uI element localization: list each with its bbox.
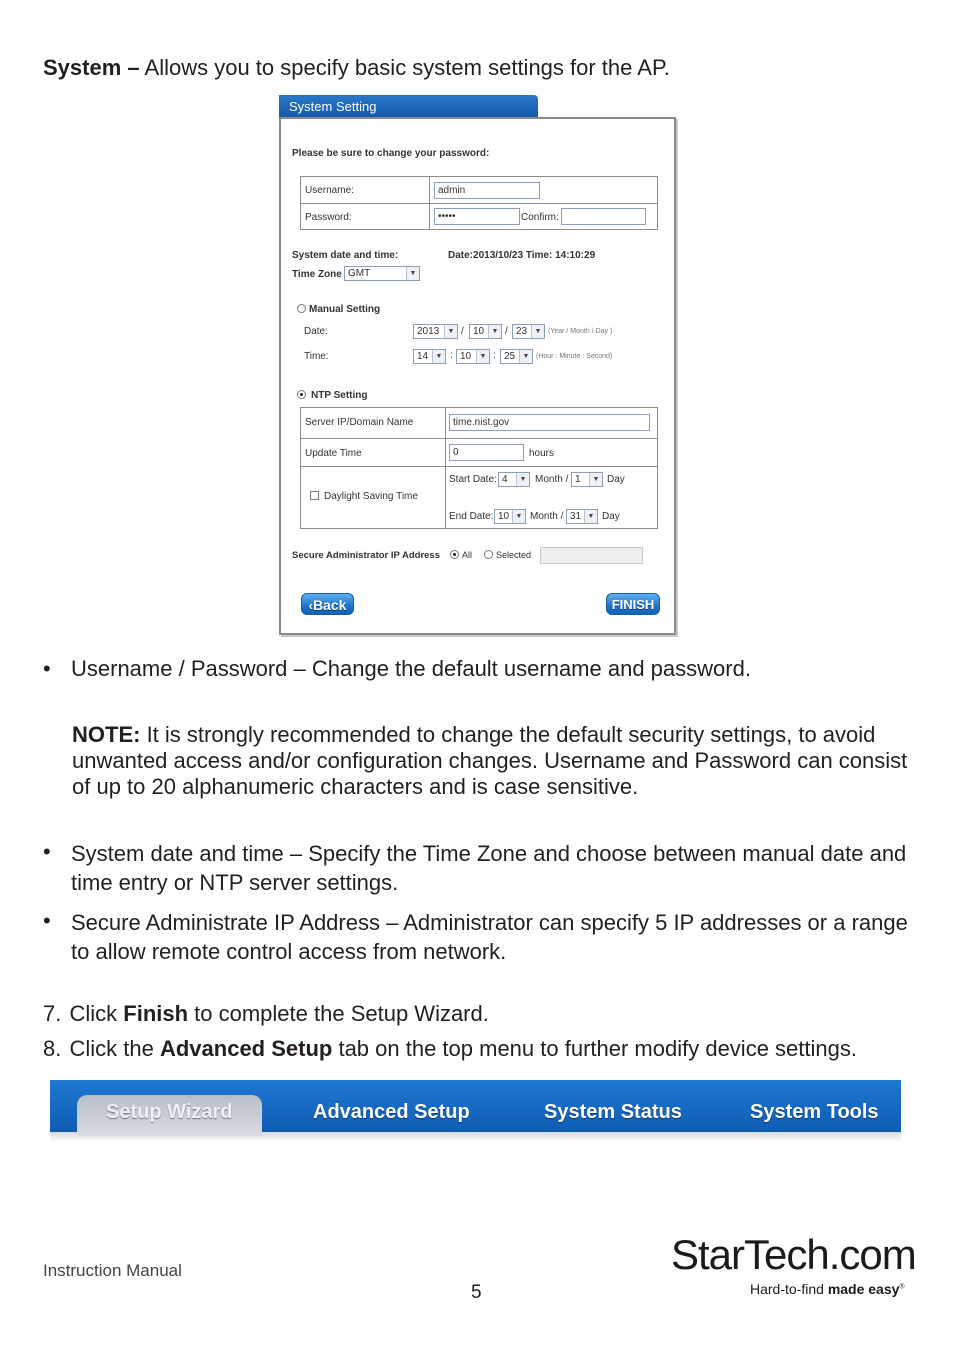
update-unit: hours [529, 448, 555, 459]
start-month-label: Month / [535, 474, 569, 485]
bullet-dot-icon: • [43, 656, 51, 681]
ntp-setting-radio[interactable] [297, 390, 306, 399]
secure-ip-label: Secure Administrator IP Address [292, 550, 441, 561]
password-label: Password: [305, 212, 352, 223]
password-notice: Please be sure to change your password: [292, 148, 490, 159]
manual-setting-radio[interactable] [297, 304, 306, 313]
tab-system-tools[interactable]: System Tools [750, 1101, 879, 1123]
chevron-down-icon: ▼ [512, 510, 525, 523]
end-day-value: 31 [570, 511, 582, 522]
chevron-down-icon: ▼ [432, 350, 445, 363]
intro-text: Allows you to specify basic system settings for the AP. [139, 55, 670, 80]
month-value: 10 [473, 326, 485, 337]
manual-date-label: Date: [304, 326, 328, 337]
manual-time-label: Time: [304, 351, 329, 362]
intro-bold: System – [43, 55, 140, 80]
date-format-hint: (Year / Month / Day ) [548, 328, 613, 335]
chevron-down-icon: ▼ [516, 473, 529, 486]
chevron-down-icon: ▼ [406, 267, 419, 280]
step-8 [43, 1036, 857, 1062]
time-zone-select[interactable] [344, 266, 420, 281]
registered-mark: ® [899, 1283, 905, 1291]
year-select[interactable] [413, 324, 458, 339]
update-time-input[interactable]: 0 [449, 444, 524, 461]
current-datetime: Date:2013/10/23 Time: 14:10:29 [448, 250, 596, 261]
daylight-saving-label: Daylight Saving Time [324, 491, 418, 502]
back-button-label: Back [312, 597, 347, 613]
finish-button[interactable]: FINISH [606, 593, 660, 615]
end-month-label: Month / [530, 511, 564, 522]
confirm-label: Confirm: [521, 212, 559, 223]
end-date-label: End Date: [449, 511, 494, 522]
manual-setting-label: Manual Setting [309, 304, 381, 315]
date-time-label: System date and time: [292, 250, 399, 261]
time-zone-label: Time Zone [292, 269, 342, 280]
step-7 [43, 1001, 489, 1027]
end-day-label: Day [602, 511, 620, 522]
date-separator: / [461, 326, 464, 337]
minute-value: 10 [460, 351, 472, 362]
chevron-down-icon: ▼ [531, 325, 544, 338]
day-select[interactable] [512, 324, 545, 339]
step-7-pre: Click [69, 1001, 124, 1026]
username-input[interactable]: admin [434, 182, 540, 199]
step-7-bold: Finish [123, 1001, 189, 1026]
end-month-select[interactable] [494, 509, 526, 524]
time-separator: : [450, 350, 453, 361]
chevron-down-icon: ▼ [444, 325, 457, 338]
bullet-dot-icon: • [43, 839, 51, 864]
chevron-down-icon: ▼ [584, 510, 597, 523]
secure-ip-selected-input[interactable] [540, 547, 643, 564]
second-value: 25 [504, 351, 516, 362]
start-day-label: Day [607, 474, 625, 485]
month-select[interactable] [469, 324, 502, 339]
top-nav-bar [50, 1080, 901, 1142]
bullet-date-time: System date and time – Specify the Time Zone and choose between manual date and time entry or NTP server settings. [71, 841, 907, 895]
second-select[interactable] [500, 349, 533, 364]
server-label: Server IP/Domain Name [305, 417, 414, 428]
startech-logo [671, 1231, 916, 1307]
tab-setup-wizard[interactable]: Setup Wizard [106, 1101, 233, 1123]
secure-ip-all-radio[interactable] [450, 550, 459, 559]
table-divider [445, 407, 446, 529]
step-8-post: tab on the top menu to further modify device settings. [332, 1036, 857, 1061]
step-8-pre: Click the [69, 1036, 160, 1061]
step-number: 7. [43, 1001, 62, 1026]
day-value: 23 [516, 326, 528, 337]
password-input[interactable]: ••••• [434, 208, 520, 225]
start-month-select[interactable] [498, 472, 530, 487]
table-divider [300, 203, 658, 204]
start-month-value: 4 [502, 474, 508, 485]
note-paragraph [72, 722, 912, 800]
tagline-bold: made easy [827, 1281, 900, 1297]
start-day-value: 1 [575, 474, 581, 485]
page-number: 5 [471, 1282, 482, 1303]
step-8-bold: Advanced Setup [159, 1036, 333, 1061]
tagline-regular: Hard-to-find [750, 1281, 828, 1297]
bullet-secure-ip: Secure Administrate IP Address – Administrator can specify 5 IP addresses or a range to allow remote control access from network. [71, 910, 908, 964]
server-input[interactable]: time.nist.gov [449, 414, 650, 431]
chevron-down-icon: ▼ [589, 473, 602, 486]
step-7-post: to complete the Setup Wizard. [188, 1001, 489, 1026]
note-bold: NOTE: [72, 722, 141, 747]
start-date-label: Start Date: [449, 474, 497, 485]
minute-select[interactable] [456, 349, 490, 364]
table-divider [300, 466, 658, 467]
table-divider [429, 176, 430, 230]
start-day-select[interactable] [571, 472, 603, 487]
secure-ip-selected-label: Selected [496, 550, 532, 560]
chevron-down-icon: ▼ [488, 325, 501, 338]
footer-manual-label: Instruction Manual [43, 1261, 182, 1280]
intro-line [43, 55, 670, 81]
step-number: 8. [43, 1036, 62, 1061]
system-setting-panel [279, 95, 676, 635]
panel-body [279, 117, 676, 635]
secure-ip-selected-radio[interactable] [484, 550, 493, 559]
table-divider [300, 438, 658, 439]
bullet-username-password: Username / Password – Change the default username and password. [71, 656, 751, 681]
daylight-saving-checkbox[interactable] [310, 491, 319, 500]
hour-value: 14 [417, 351, 429, 362]
username-label: Username: [305, 185, 354, 196]
end-month-value: 10 [498, 511, 510, 522]
year-value: 2013 [417, 326, 440, 337]
hour-select[interactable] [413, 349, 446, 364]
secure-ip-all-label: All [462, 550, 473, 560]
chevron-left-icon: ‹ [308, 598, 313, 613]
date-separator: / [505, 326, 508, 337]
back-button[interactable] [301, 593, 354, 615]
tab-advanced-setup[interactable]: Advanced Setup [313, 1101, 470, 1123]
chevron-down-icon: ▼ [519, 350, 532, 363]
confirm-input[interactable] [561, 208, 646, 225]
tab-system-status[interactable]: System Status [544, 1101, 682, 1123]
end-day-select[interactable] [566, 509, 598, 524]
time-format-hint: (Hour : Minute : Second) [536, 353, 613, 360]
logo-tagline [750, 1281, 905, 1297]
logo-wordmark: StarTech.com [671, 1231, 916, 1278]
update-time-label: Update Time [305, 448, 362, 459]
time-zone-value: GMT [348, 268, 371, 279]
bullet-dot-icon: • [43, 908, 51, 933]
time-separator: : [493, 350, 496, 361]
panel-tab-title: System Setting [279, 95, 538, 119]
ntp-setting-label: NTP Setting [311, 390, 368, 401]
note-text: It is strongly recommended to change the default security settings, to avoid unwanted access and/or configuration changes. Username and Password can consist of up to 20 alphanumeric characters and is case sensitive. [72, 722, 908, 799]
chevron-down-icon: ▼ [476, 350, 489, 363]
